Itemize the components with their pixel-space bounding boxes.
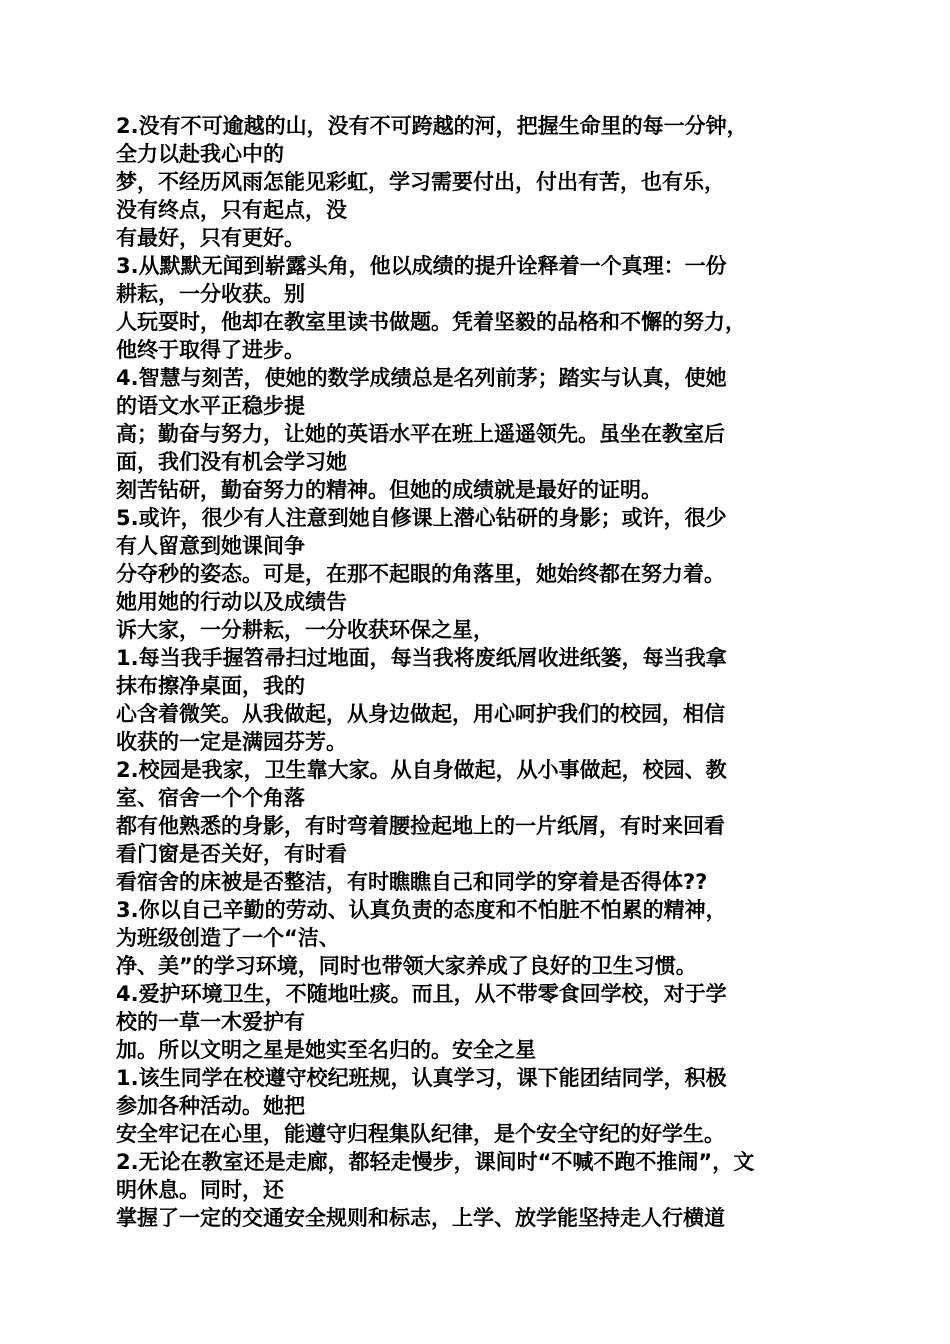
text-line: 1.每当我手握笤帚扫过地面，每当我将废纸屑收进纸篓，每当我拿	[116, 646, 727, 670]
text-line: 有最好，只有更好。	[116, 226, 305, 250]
text-line: 高；勤奋与努力，让她的英语水平在班上遥遥领先。虽坐在教室后	[116, 422, 725, 446]
text-line: 诉大家，一分耕耘，一分收获环保之星，	[116, 618, 494, 642]
text-line: 4.智慧与刻苦，使她的数学成绩总是名列前茅；踏实与认真，使她	[116, 366, 727, 390]
text-line: 刻苦钻研，勤奋努力的精神。但她的成绩就是最好的证明。	[116, 478, 662, 502]
text-line: 净、美”的学习环境，同时也带领大家养成了良好的卫生习惯。	[116, 954, 697, 978]
text-line: 分夺秒的姿态。可是，在那不起眼的角落里，她始终都在努力着。	[116, 562, 725, 586]
text-line: 3.从默默无闻到崭露头角，他以成绩的提升诠释着一个真理：一份	[116, 254, 727, 278]
text-line: 耕耘，一分收获。别	[116, 282, 305, 306]
text-line: 全力以赴我心中的	[116, 142, 284, 166]
text-line: 没有终点，只有起点，没	[116, 198, 347, 222]
text-line: 参加各种活动。她把	[116, 1094, 305, 1118]
text-line: 安全牢记在心里，能遵守归程集队纪律，是个安全守纪的好学生。	[116, 1122, 725, 1146]
text-line: 为班级创造了一个“洁、	[116, 926, 340, 950]
text-line: 加。所以文明之星是她实至名归的。安全之星	[116, 1038, 536, 1062]
text-line: 有人留意到她课间争	[116, 534, 305, 558]
text-line: 人玩耍时，他却在教室里读书做题。凭着坚毅的品格和不懈的努力，	[116, 310, 746, 334]
text-line: 校的一草一木爱护有	[116, 1010, 305, 1034]
text-line: 梦，不经历风雨怎能见彩虹，学习需要付出，付出有苦，也有乐，	[116, 170, 725, 194]
text-line: 掌握了一定的交通安全规则和标志，上学、放学能坚持走人行横道	[116, 1206, 725, 1230]
text-line: 看门窗是否关好，有时看	[116, 842, 347, 866]
text-line: 都有他熟悉的身影，有时弯着腰捡起地上的一片纸屑，有时来回看	[116, 814, 725, 838]
text-line: 4.爱护环境卫生，不随地吐痰。而且，从不带零食回学校，对于学	[116, 982, 727, 1006]
text-line: 抹布擦净桌面，我的	[116, 674, 305, 698]
text-line: 心含着微笑。从我做起，从身边做起，用心呵护我们的校园，相信	[116, 702, 725, 726]
text-line: 的语文水平正稳步提	[116, 394, 305, 418]
text-line: 室、宿舍一个个角落	[116, 786, 305, 810]
text-line: 2.校园是我家，卫生靠大家。从自身做起，从小事做起，校园、教	[116, 758, 727, 782]
text-line: 面，我们没有机会学习她	[116, 450, 347, 474]
text-line: 看宿舍的床被是否整洁，有时瞧瞧自己和同学的穿着是否得体??	[116, 870, 708, 894]
text-line: 5.或许，很少有人注意到她自修课上潜心钻研的身影；或许，很少	[116, 506, 727, 530]
text-line: 1.该生同学在校遵守校纪班规，认真学习，课下能团结同学，积极	[116, 1066, 727, 1090]
text-line: 收获的一定是满园芬芳。	[116, 730, 347, 754]
text-line: 他终于取得了进步。	[116, 338, 305, 362]
text-line: 3.你以自己辛勤的劳动、认真负责的态度和不怕脏不怕累的精神，	[116, 898, 727, 922]
text-line: 2.无论在教室还是走廊，都轻走慢步，课间时“不喊不跑不推闹”，文	[116, 1150, 755, 1174]
text-line: 明休息。同时，还	[116, 1178, 284, 1202]
document-body	[116, 112, 836, 1232]
text-line: 她用她的行动以及成绩告	[116, 590, 347, 614]
text-line: 2.没有不可逾越的山，没有不可跨越的河，把握生命里的每一分钟，	[116, 114, 748, 138]
